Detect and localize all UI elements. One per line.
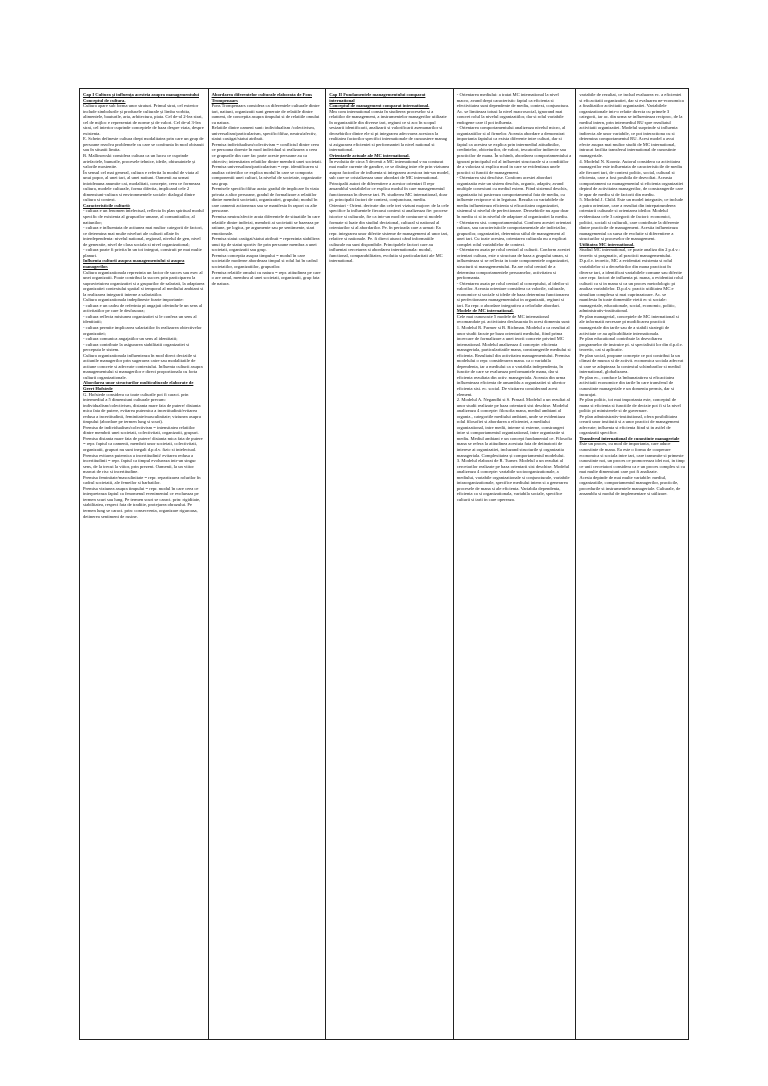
paragraph: - cultura comunica angajatilor un sens al identitatii; [83,336,178,342]
paragraph: Premisa feminitate/masculinitate = repr. repartizarea rolurilor în cadrul societatii, ale femeilor si barbatilor. [83,474,201,486]
paragraph: Cultura apare sub forma unor straturi. Primul strat, cel exterior include simbolurile și produsele culturale și limba vorbita, alimentele, bauturile, arta, arhitectura, piata. Cel de-al 2-lea strat, cel de mijloc e reprezentat de norme și de valori. Cel de-al 3-lea strat, cel interior cuprinde conceptele de baza despre viata, despre existenta. [83,103,204,136]
paragraph: Premisa conceptia asupra timpului = modul în care societatile moderne abordeaza timpul si rolul lui în cadrul societatilor, organizatiilor, grupurilor. [211,252,318,269]
paragraph: Premisa neutru/afectiv arata diferentele de situatiile în care relatiile dintre indivizi, membrii ai societatii se bazeaza pe ratiune, pe logica, pe argumente sau pe sentimente, stari emotionale. [211,214,320,236]
paragraph: 1. Modelul R. Farmer si B. Richman. Modelul a ca rezultat al unor studii facute pe baza orientarii mediului, fiind prima incercare de formalizare a unei teorii concrete privind MC international. Modelul analizeaza 4 concepte: eficienta manageriala, particularitatile mana, constrangerile mediului si eficienta. Rezultatul din activitatea managementului. Premisa modelului o repr. considerarea mana. ca o variabila dependenta, iar a mediului ca o variabila independenta, în functie de care se evalueaza performantele mana, dar si eficienta rezultata din activ. manageriala. Aceasta din urma influenteaza eficienta de ansamblu a organizatiei si ulterior eficienta sist. ec. social. De vizitarea considerand acest element. [456,324,571,397]
paragraph: Premisa universalism/particularism = repr. identificarea si analiza criteriilor ce explica modul în care se comporta componentii unei culturi, la nivelul de societate, organizatie sau grup. [211,164,322,186]
section-heading: Conceptul de cultura. [83,97,126,103]
column-3 [326,89,454,1039]
section-heading: Utilitatea MC international. [579,241,635,247]
document-page [79,88,689,1040]
paragraph: - Orientarea comportamentului analizeaza nivelul micro, al organizatiilor si al firmelor. Aceasta abordare a demonstrat importanta faptului ca exista diferente intre culturi, dar si faptul ca acestea se explica prin intermediul atitudinilor, credintelor, obiceiurilor, de valori, tescatorilor indirecte sau practicilor de mana. În schimb, abordarea comportamentului a ignorat principalul rol al influentei structurale si a conditiilor de a valoriza si explica mod in care se evidentiaza unele practici si functii de management. [456,125,572,175]
paragraph: - cultura contribuie la asigurarea stabilitatii organizatiei si perceputa le sistem. [83,341,190,353]
paragraph: - Orientarea axata pe rolul central al culturii. Conform acestei orientari cultura, este o structura de baza a grupului uman, si influenteaza si se reflecta in toate componentele organizatiei, structurii si managementului. Ea are rolul central de a determina comportamentele persoanelor, activitatea si performanta. [456,247,571,281]
paragraph: - cultura reflecta misiunea organizatiei si le confera un sens al identitatii; [83,313,197,325]
section-heading: Influenta culturii asupra managementului si asupra managerilor. [83,258,185,269]
paragraph: B. Mallinowski considera cultura ca un lucru ce cuprinde artefactele, bunurile, procesele tehnice, ideile, obisnuintele și valorile mostenite. [83,153,196,170]
paragraph: Pe plan politic, tot mai importanta este, conceptul de mana si eficienta si functiile de decizie pot fi si la nivel politic pt ministerele si de guvernare. [579,397,681,414]
paragraph: - cultura poate fi privita în un tot integrat, construit pe mai multe planuri. [83,247,202,258]
paragraph: G. Hofstede considera ca toate culturile pot fi caract. prin intermediul a 5 dimensiuni culturale precum: individualism/colectivism, distanta mare fata de putere/ distanta mica fata de putere, evitarea puternica a incertitudinii/evitarea redusa a incertitudinii, feminitate/masculinitate; viziunea asupra timpului (abordare pe termen lung si scurt). [83,391,201,425]
paragraph: În evolutia de circa 5 decenii a MC international s-au conturat mai multe curente de gandire, ce se disting intre ele prin viziunea asupra factorilor de influenta si integrarea acestora intr-un model, sub care se cristalizeaza unor abordari de MC international. [329,158,450,181]
paragraph: Relatiile dintre oameni sunt: individualism /colectivism, universalism/particularism, specific/difuz, neutru/afectiv, statut castigat/statut atribuit. [211,125,317,142]
paragraph: Premisa statut castigat/statut atribuit = reprezinta stabilirea unui tip de statut sportiv fie prin persoane membra a unei societati, organizatii sau grup. [211,236,320,253]
paragraph: - Orientarea sist deschise. Conform acestei abordari organizatia este un sistem deschis, organic, adaptiv, avand multiple conexiuni cu mediul extern. Fiind sistemul deschis, organizatia isi pastreaza comportamentul fata de mediu, cu influente reciproce si in legatura. Rezulta ca variabilele de mediu influenteaza eficienta si eficacitatea organizatiei, sistemul si nivelul de perfectionare. Deosebirile nu apar doar în mediu ci si in nivelul de adaptare al organizatiei la mediu. [456,175,569,220]
paragraph: În sensul cel mai general, cultura e referita la modul de viata al unui popor, al unei tari, al unei natiuni. Oamenii au urmat intotdeauna anumite cai, modalitati, concepte, ceea ce formeaza cultura, modele culturale, forma diferita, implicand cele 2 dimensiuni-cultura si environmentele sociale: dialogul dintre cultura si context. [83,169,201,203]
paragraph: - cultura permite implicarea salariatilor în realizarea obiectivelor organizatiei; [83,324,202,336]
paragraph: Cultura organizationala reprezinta un factor de succes sau esec al unei organizatii. Poate contribui la succes prin participarea la supravietuirea organizatiei si a grupurilor de salariati, la adaptarea organizatiei contextului spatial si temporal al mediului ambiant si la realizarea integrarii interne a salariatilor. [83,269,205,297]
section-heading: Orientarile actuale ale MC international. [329,153,410,159]
section-heading: Modele de MC international. [456,308,514,314]
paragraph: - Orientarea axata pe rolul central al conceptului, al ideilor si valorilor. Aceasta orientare considera ca valorile, culturale, economice si sociale si ideile de baza determina functionarea si perfectionarea managementului in organizatii, regiuni si tari. Ea repr. o abordare integrativa a celorlalte abordari. [456,280,570,308]
section-heading: Abordarea unor structurilor multiculturale elaborate de Geert Hofstede [83,380,194,391]
paragraph: Cultura organizationala indeplineste foarte importante: [83,297,184,303]
paragraph: Cultura organizationala influenteaza în mod direct deciziile si actiunile managerilor prin sugerarea catre sau modalitatile de actiune concrete si adecvate contextului. Influenta culturii asupra managementului si managerilor e direct proportionala cu forta culturii organizationale. [83,352,203,380]
paragraph: Pe plan ec., conduce la îmbunatatirea si eficacitatea activitatii economice din tarile în care transferul de cunostinte manageriale e un domeniu permis, dar si incurajat. [579,374,675,397]
paragraph: 3. Modelul elaborat de R. Turner. Modelul a un rezultat al cercetarilor realizate pe baza orientarii sist deschise. Modelul analizeaza 4 concepte: variabile socioorganizationale, a mediului, variabile organizationale si conjuncturale, variabile intraorganizationale, specifice mediului intern si a generarea procesele de mana si ale eficienta. Variabila dependenta, eficienta ca si organizationala, variabila sociale, specifice culturii si tarii in care opereaza. [456,458,570,502]
paragraph: - Orientarea mediului: a tratat MC international la nivel macro, avand drept caracteristic faptul ca eficienta si efectivitatea sunt dependente de mediu, context, conjunctura. Ac. se limiteaza totusi la nivel macrosocial, ignorand mai concret rolul la nivelul organizatiilor, dar si rolul variabile endogene care il pot influenta. [456,92,570,125]
paragraph: Pe plan administrativ-institutional, ofera posibilitatea crearii unor institutii si a unor practici de management adecvate; influenta si eficienta fiind si in astfel de organizatii specifice. [579,413,680,436]
paragraph: Cele mai cunoscute 5 modele de MC international recomandate pt. activitatea desfasurata în acest domeniu sunt: [456,313,571,325]
paragraph: Premisa relatiile omului cu natura = repr. atitudinea pe care o are omul, membru al unei societati, organizatii, grup fata de natura. [211,269,321,286]
section-heading: Abordarea diferentelor culturale elaborata de Fons Trompenaars [211,92,312,103]
paragraph: Studiul MC international, ce poate analiza din 2 p.d.v.: teoretic si pragmatic, al practicii managementului. D.p.d.v. teoretic, MC a evidentiat existenta si rolul variabilelor si a deosebirilor din mana practicat în diverse tari, a identificat variabilele comune sau diferite care repr. factori de influenta pt. mana, a evidentiat rolul culturii ca si in mana si ca un proces metodologic pt analiza variabilelor. D.p.d.v. practic utilitatea MC e simultan complexa si mai cuprinzatoare. Ac. se manifesta în toate domeniile vietii ec si sociale: manageriale, educationale, social, economic, politic, administrativ-institutional. [579,247,683,314]
paragraph: Premisele specific/difuz arata: gradul de implicare în viata privata a altor persoane, gradul de formalizare a relatiilor dintre membrii societatii, organizatiei, grupului; modul în care oamenii actioneaza sau se manifesta în raport cu alte persoane. [211,186,319,214]
section-heading: Transferul international de cunostinte manageriale [579,435,680,441]
paragraph: Premisa evitarea puternica a incertitudinii/ evitarea redusa a incertitudinii = repr. faptul ca timpul evolueaza intr-un singur sens, de la trecut la viitor, prin prezent. Oamenii, la un viitor marcat de risc si incertitudine. [83,452,196,475]
paragraph: 4. Modelul N. Koontz. Autorul considera ca activitatea managerilor este influentata de caracteristicile de mediu ale fiecarei tari, de context politic, social, cultural si eficienta, care a fost posibila de dezvoltat. Aceasta comportament ca managementul si eficienta organizatiei depind de activitatea managerilor, de constrangerile care le apar de mediu si de factorii din mediu. [579,158,684,197]
paragraph: variabile de rezultat, ce includ evaluarea ec. a eficientei si eficacitatii organizatiei, dar si evaluarea ne-economica a finalitatilor activitatii organizatiei. Variabilele organizationale intr-o relatie directa cu primele 3 categorii, iar ac. din urma se influenteaza reciproc, de la mediul intern, prin intermediul RU spre rezultatul activitatii organizatiei. Modelul surprinde si influenta indirecta ale unor variabile, ce pot interactiona cu si determina comportamentul RU. Acest model a avut efecte asupra mai multor studii de MC international, intrucat facilita transferul international de cunostinte manageriale. [579,92,684,159]
paragraph: - Orientarea sist. comportamentului. Conform acestei orientari cultura, sau caracteristicile comportamentale ale indivizilor, grupurilor, organizatiei, determina stilul de management al unei tari. Cu toate acestea, orientarea culturala nu a explicat complet rolul variabilelor de context. [456,219,572,247]
column-1 [80,89,209,1039]
paragraph: E. Schein defineste cultura drept modalitatea prin care un grup de persoane rezolva problemele cu care se confrunta în mod obisnuit sau în situatii limita. [83,136,204,153]
paragraph: Pe plan managerial, conceptele de MC international si ale informatii necesare pt modificarea practicii manageriale din tarile sau de a stabili strategii de activitate ce au aplicabilitate internationala. [579,313,679,336]
section-heading: Caracteristicile culturii: [83,202,131,208]
section-heading: Cap I Cultura și influența acesteia asupra managementului [83,92,199,97]
paragraph: Mm com international consta în studierea proceselor si a relatiilor de management, a instrumentelor managerilor utilizate în organizatiile din diverse tari, regiuni ce si zoc în scopul sesizarii identificarii, analizarii si valorificarii asemanarilor si deosebirilor dintre ele si pt integrarea adecvarea acestora la realitatea factorilor specifici internationale de cunoastere manag si asigurarea eficientei si performantei la nivel national si international. [329,108,448,153]
section-heading: Conceptul de management comparat international. [329,103,430,109]
paragraph: Acesta depinde de mai multe variabile: mediul, organizatiile, comportamentul managerilor, practicile, procedurile si instrumentele manageriale. Culturale, de ansamblu si modul de implementare si utilizare. [579,474,681,497]
paragraph: Este un proces, cu mod de importanta, care aduce cunostinte de mana. Ea este o forma de cooperare economica si sociala intre tari, care transmite si primeste cunostinte noi, un proces ce promoveaza idei noi, in timp ce unii cercetatori considera ca e un proces complex si cu mai multe dimensiuni care pot fi analizate. [579,441,685,475]
paragraph: Pe plan educational contribuie la dezvoltarea programelor de instruire pt. si specialistii lor din d.p.d.v. teoretic, cat si aplicativ. [579,336,683,353]
column-2 [209,89,327,1039]
paragraph: - cultura e un fenomen intelectual, reflecta în plan spiritual modul specific de existenta al grupurilor umane, al comunitatilor, al natiunilor; [83,208,204,225]
paragraph: Pe plan social, propune concepte ce pot contribui la un climat de munca si de activit. economica sociala adecvat si care se adapteaza la contextul schimbarilor si mediul international, globalizarea. [579,352,684,375]
paragraph: Principalii autori de diferentiere a acestor orientari îl repr ansamblul variabilelor ce explica modul în care managementul functioneaza în diverse tari. Pt. studierea MC international, doar pt. principalii factori de context, conjunctura, mediu. [329,180,448,203]
paragraph: Premisa viziunea asupra timpului = repr. modul în care ceea ce interpreteaza faptul ca fenomenul evenimentul ce evolueaza pe termen scurt sau lung. Pe termen scurt se caract. prin: rigiditate, stabilitatea, respect fata de traditie, protejarea obrazului. Pe termen lung se caract. prin: consecventa, organizare riguroasa, detinerea sentiment de rusine. [83,485,201,519]
paragraph: Premisa de individualism/colectivism = intensitatea relatiilor dintre membrii unei societati, colectivitati, organizatii, grupuri. Premisa distanta mare fata de putere/ distanta mica fata de putere = repr. faptul ca oamenii, membrii unor societati, colectivitati, organizatii, grupuri nu sunt inegali d.p.d.v. fizic si intelectual. [83,424,203,452]
paragraph: Premisa individualism/colectivism = conflictul dintre ceea ce persoana doreste în mod individual si realizarea a ceea ce grupurile din care fac parte aceste persoane au ca obiectiv; intensitatea relatiilor dintre membrii unei societati. [211,141,322,164]
paragraph: 2. Modelul A. Negandhi si S. Prasad. Modelul a un rezultat al unor studii realizate pe baza orientarii sist deschise. Modelul analizeaza 4 concepte: filosofia mana, mediul ambiant al organiz., categoriile mediului ambiant, unde se evidentiaza rolul filosofiei si abordarea a eficientei, a mediului organizational, intre medii, interne si externe, constrangeri intre si comportamentul organizational, intre organizatie si mediu. Mediul ambiant e un concept fundamental ce. Filosofia mana se refera la atitudinea acestuia fata de detinatorii de interese ai organizatiei, incluzand structurile și organizatia manageriala. Complexitatea și comportamentul modelului. [456,397,573,458]
column-4 [454,89,577,1039]
paragraph: Orientari - Orient. derivate din cele trei viziuni majore: de la cele specifice la influentele fiecarui context si analizeaza fie: procese istorice si culturale, fie ca intr-un mod de conturare si modele formate si luate din studiul decizional, cultural si national al orientarilor si al abordarilor. Pe. în perioada care a urmat: Ea repr. integrarea unor diferite sisteme de management al unor tari, relative si nationale. Pe. fi direct atunci când informatiile culturale nu sunt disponibile. Principalele factori care au influentat cercetarea si abordarea internationala: modul, functional, comparabilitatea, evolutia si particularitati ale MC international. [329,202,449,264]
paragraph: 5. Modelul J. Child. Este un model integrativ, ce include a patra orientare, care a rezultat din intrepatrunderea orientarii culturale si orientarea ideilor. Modelul evidentiaza cele 3 categorii de factori: economici, politici, sociali si culturali, care contribuie la diferente dintre practicile de management. Acestia influenteaza managementul ca sursa de evolutie si diferentiere a structurilor si proceselor de management. [579,197,684,242]
paragraph: Fons Trompenaars considera ca diferentele culturale dintre tari, natiuni, organizatii sunt generate de relatiile dintre oameni, de conceptia asupra timpului si de relatiile omului cu natura. [211,103,320,125]
paragraph: - cultura e influentata de actiunea mai multor categorii de factori, ce determina mai multe niveluri ale culturii aflate în interdependenta: nivelul national, regional, nivelul de gen, nivel de generatie, nivel de clasa sociala si nivel organizational; [83,225,203,247]
section-heading: Cap II Fundamentele managementului comparat international [329,92,426,103]
column-5 [576,89,688,1039]
paragraph: - cultura e un cadru de referinta pt angajati oferindu-le un sens al activitatilor pe care le desfasoara; [83,302,203,314]
